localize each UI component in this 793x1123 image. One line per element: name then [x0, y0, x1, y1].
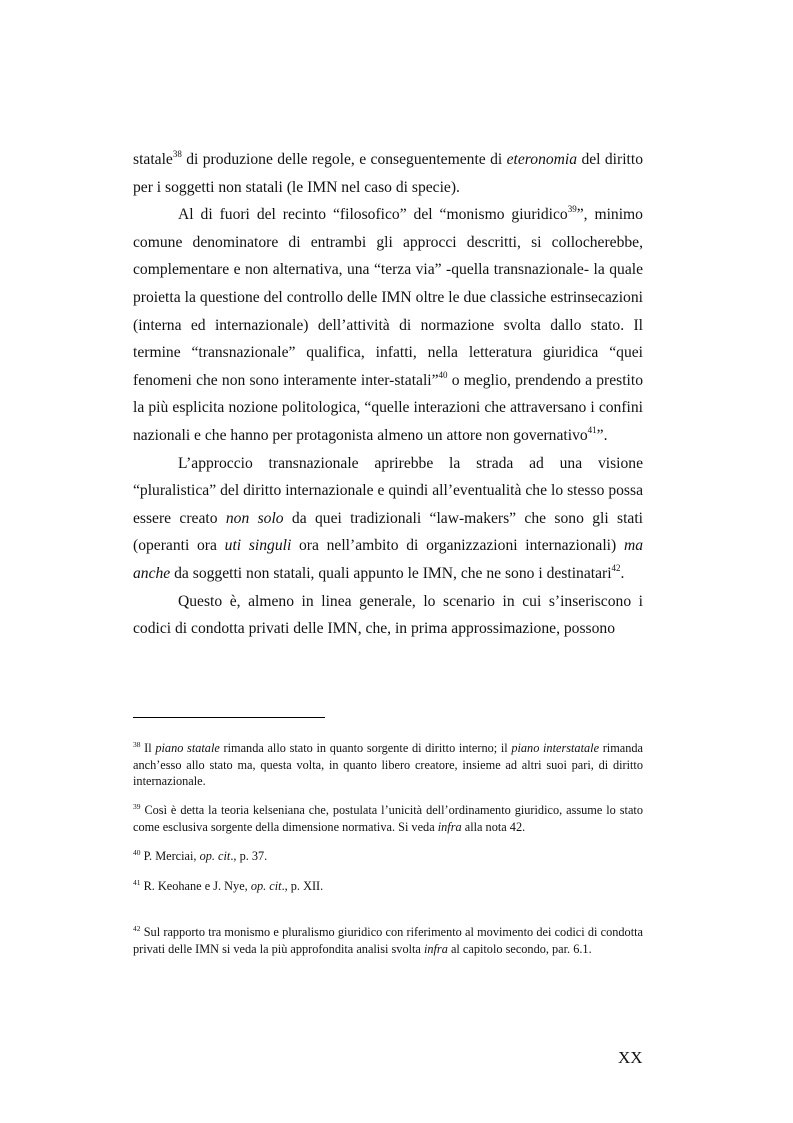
footnote-ref-39[interactable]: 39 [567, 204, 577, 215]
footnote-39: $^{39}$ Così è detta la teoria kelseniana che, postulata l’unicità dell’ordinamento giuridico, assume lo stato come esclusiva sorgente della dimensione normativa. Si veda infra alla nota 42. [133, 802, 643, 834]
footnote-ref-40[interactable]: 40 [438, 369, 448, 380]
footnote-41: $^{41}$ R. Keohane e J. Nye, op. cit., p. XII. [133, 878, 324, 893]
main-text [133, 146, 643, 643]
footnote-40: $^{40}$ P. Merciai, op. cit., p. 37. [133, 848, 268, 863]
footnote-ref-41[interactable]: 41 [587, 424, 597, 435]
paragraph-2: Al di fuori del recinto “filosofico” del “monismo giuridico$^{39}$”, minimo comune denominatore di entrambi gli approcci descritti, si collocherebbe, complementare e non alternativa, una “terza via” -quella transnazionale- la quale proietta la questione del controllo delle IMN oltre le due classiche estrinsecazioni (interna ed internazionale) dell’attività di normazione svolta dallo stato. Il termine “transnazionale” qualifica, infatti, nella letteratura giuridica “quei fenomeni che non sono interamente inter-statali”$^{40}$ o meglio, prendendo a prestito la più esplicita nozione politologica, “quelle interazioni che attraversano i confini nazionali e che hanno per protagonista almeno un attore non governativo$^{41}$”. [133, 204, 643, 444]
footnote-separator [133, 717, 325, 718]
footnote-38: $^{38}$ Il piano statale rimanda allo stato in quanto sorgente di diritto interno; il piano interstatale rimanda anch’esso allo stato ma, questa volta, in quanto libero creatore, insieme ad altri suoi pari, di diritto internazionale. [133, 740, 643, 789]
footnote-42: $^{42}$ Sul rapporto tra monismo e pluralismo giuridico con riferimento al movimento dei codici di condotta privati delle IMN si veda la più approfondita analisi svolta infra al capitolo secondo, par. 6.1. [133, 924, 643, 956]
page-number: XX [618, 1048, 643, 1067]
paragraph-3: L’approccio transnazionale aprirebbe la strada ad una visione “pluralistica” del diritto internazionale e quindi all’eventualità che lo stesso possa essere creato non solo da quei tradizionali “law-makers” che sono gli stati (operanti ora uti singuli ora nell’ambito di organizzazioni internazionali) ma anche da soggetti non statali, quali appunto le IMN, che ne sono i destinatari$^{42}$. [133, 454, 643, 582]
paragraph-1: statale$^{38}$ di produzione delle regole, e conseguentemente di eteronomia del diritto per i soggetti non statali (le IMN nel caso di specie). [133, 149, 644, 196]
paragraph-4: Questo è, almeno in linea generale, lo scenario in cui s’inseriscono i codici di condotta privati delle IMN, che, in prima approssimazione, possono [133, 592, 643, 638]
footnote-ref-38[interactable]: 38 [172, 149, 182, 159]
footnote-ref-42[interactable]: 42 [611, 562, 621, 573]
